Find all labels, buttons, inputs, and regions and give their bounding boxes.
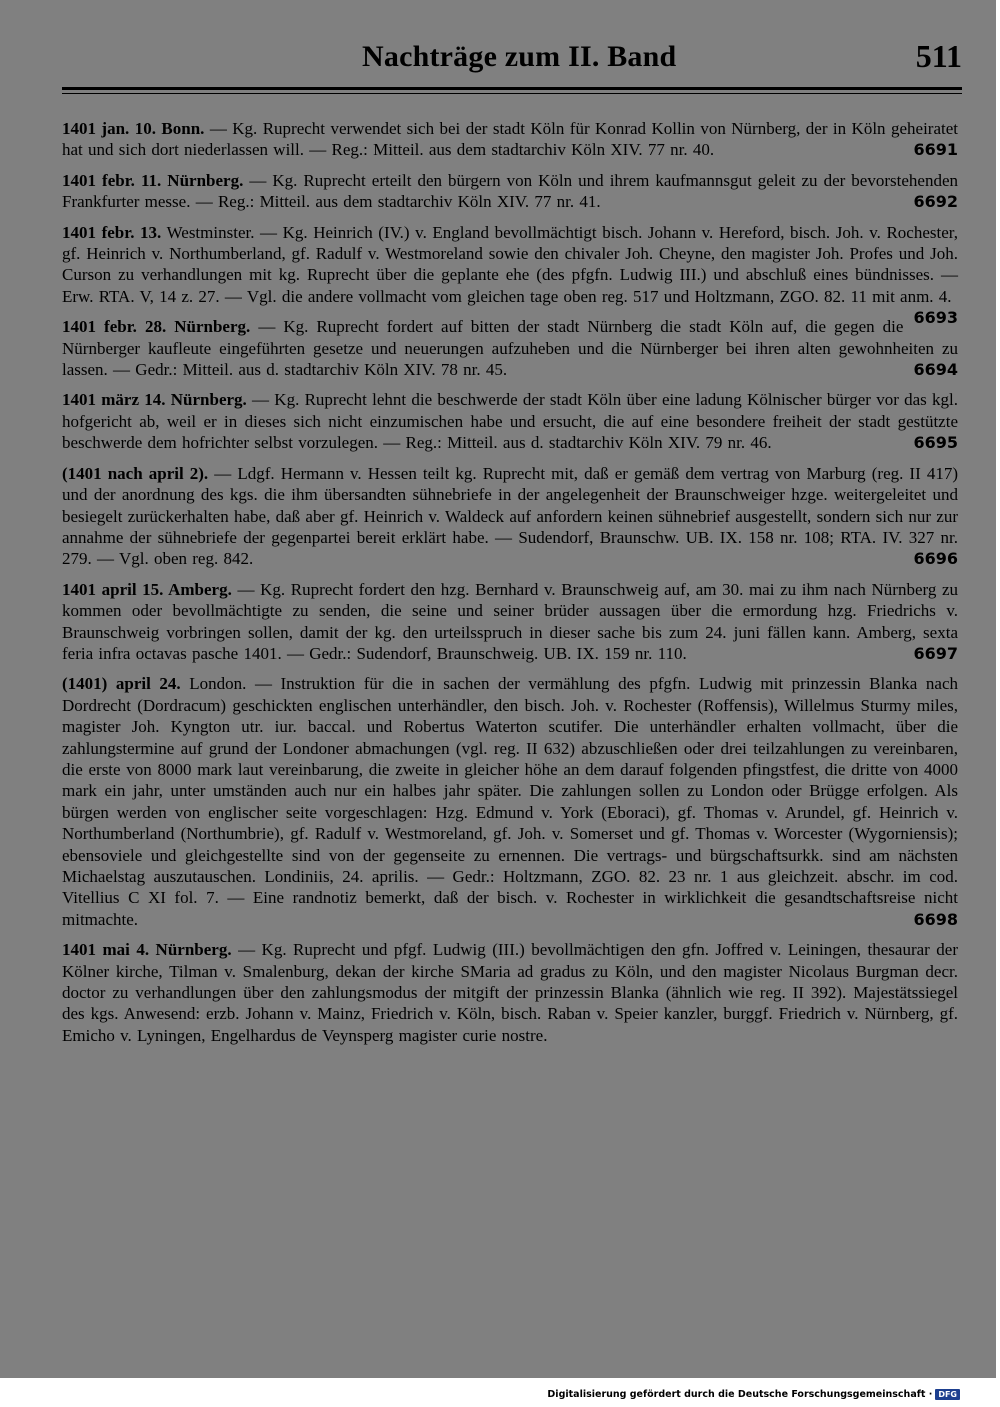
digitization-credit (547, 1389, 960, 1400)
entry-text: — Ldgf. Hermann v. Hessen teilt kg. Ruprecht mit, daß er gemäß dem vertrag von Marburg (reg. II 417) und der anordnung des kgs. die ihm übersandten sühnebriefe in der angelegenheit der Braunschweiger hzge. weitergeleitet und besiegelt zurückerhalten habe, daß aber gf. Heinrich v. Waldeck auf anfordern keinen sühnebrief ausgestellt, sondern sich nur zur annahme der sühnebriefe der gegenpartei bereit erklärt habe. — Sudendorf, Braunschw. UB. IX. 158 nr. 108; RTA. IV. 327 nr. 279. — Vgl. oben reg. 842. (62, 463, 958, 569)
entry-date: 1401 febr. 28. Nürnberg. (62, 317, 251, 337)
entry-text: — Kg. Ruprecht verwendet sich bei der stadt Köln für Konrad Kollin von Nürnberg, der in Köln geheiratet hat und sich dort niederlassen will. — Reg.: Mitteil. aus dem stadtarchiv Köln XIV. 77 nr. 40. (62, 119, 958, 160)
entry-date: (1401) april 24. (62, 674, 181, 694)
dfg-logo-icon: DFG (935, 1389, 960, 1400)
page-header (62, 34, 962, 84)
entry-number: 6697 (913, 643, 958, 663)
entry-number: 6691 (913, 140, 958, 160)
entry-text: — Kg. Ruprecht fordert auf bitten der stadt Nürnberg die stadt Köln auf, die gegen die Nürnberger kaufleute eingeführten gesetze und neuerungen aufzuheben und die Nürnberger bei ihren alten gewohnheiten zu lassen. — Gedr.: Mitteil. aus d. stadtarchiv Köln XIV. 78 nr. 45. (62, 317, 958, 380)
entry-text: — Kg. Ruprecht lehnt die beschwerde der stadt Köln über eine ladung Kölnischer bürger vor das kgl. hofgericht ab, weil er in dieses sich nicht einzumischen habe und ersucht, die auf eine besondere freiheit der stadt gestützte beschwerde dem hofrichter selbst vorzulegen. — Reg.: Mitteil. aus d. stadtarchiv Köln XIV. 79 nr. 46. (62, 390, 958, 453)
entry-6697 (62, 579, 958, 665)
entry-number: 6696 (913, 549, 958, 569)
regesta-entries (62, 118, 958, 1055)
entry-number: 6694 (913, 360, 958, 380)
page-number: 511 (915, 38, 962, 74)
entry-6698 (62, 673, 958, 930)
entry-date: 1401 märz 14. Nürnberg. (62, 390, 247, 410)
entry-text: — Kg. Ruprecht und pfgf. Ludwig (III.) bevollmächtigen den gfn. Joffred v. Leiningen, thesaurar der Kölner kirche, Tilman v. Smalenburg, dekan der kirche SMaria ad gradus zu Köln, und den magister Nicolaus Burgman decr. doctor zu verhandlungen über den zahlungsmodus der mitgift der prinzessin Blanka (ähnlich wie reg. II 392). Majestätssiegel des kgs. Anwesend: erzb. Johann v. Mainz, Friedrich v. Köln, bisch. Raban v. Speier kanzler, burggf. Friedrich v. Nürnberg, gf. Emicho v. Lyningen, Engelhardus de Veynsperg magister curie nostre. (62, 940, 958, 1045)
entry-6696 (62, 463, 958, 570)
entry-number: 6698 (913, 909, 958, 929)
entry-date: (1401 nach april 2). (62, 463, 209, 483)
entry-6691 (62, 118, 958, 161)
header-rule-thin (62, 93, 962, 94)
entry-date: 1401 april 15. Amberg. (62, 579, 232, 599)
entry-continued (62, 939, 958, 1046)
running-title: Nachträge zum II. Band (362, 40, 677, 73)
entry-6692 (62, 170, 958, 213)
entry-6694 (62, 316, 958, 380)
entry-text: — Kg. Ruprecht erteilt den bürgern von Köln und ihrem kaufmannsgut geleit zu der bevorstehenden Frankfurter messe. — Reg.: Mitteil. aus dem stadtarchiv Köln XIV. 77 nr. 41. (62, 170, 958, 212)
entry-text: Westminster. — Kg. Heinrich (IV.) v. England bevollmächtigt bisch. Johann v. Hereford, bisch. Joh. v. Rochester, gf. Heinrich v. Northumberland, gf. Radulf v. Westmoreland sowie den chivaler Joh. Cheyne, den magister Joh. Profes und Joh. Curson zu verhandlungen mit kg. Ruprecht über die geplante ehe (des pfgfn. Ludwig III.) und abschluß eines bündnisses. — Erw. RTA. V, 14 z. 27. — Vgl. die andere vollmacht vom gleichen tage oben reg. 517 und Holtzmann, ZGO. 82. 11 mit anm. 4. (62, 222, 958, 306)
entry-number: 6692 (913, 192, 958, 212)
entry-date: 1401 mai 4. Nürnberg. (62, 940, 232, 960)
header-rule-thick (62, 87, 962, 90)
entry-date: 1401 febr. 13. (62, 222, 162, 242)
credit-text: Digitalisierung gefördert durch die Deutsche Forschungsgemeinschaft · (547, 1389, 933, 1400)
entry-text: London. — Instruktion für die in sachen der vermählung des pfgfn. Ludwig mit prinzessin Blanka nach Dordrecht (Dordracum) geschickten englischen unterhändler, den bisch. Joh. v. Rochester (Roffensis), Willelmus Sturmy miles, magister Joh. Kyngton utr. iur. baccal. und Robertus Waterton scutifer. Die unterhändler erhalten vollmacht, über die zahlungstermine auf grund der Londoner abmachungen (vgl. reg. II 632) abzuschließen oder drei teilzahlungen zu vereinbaren, die erste von 8000 mark laut vereinbarung, die zweite in gleicher höhe an dem darauf folgenden pfingstfest, die dritte von 4000 mark ein jahr, unter umständen auch nur ein halbes jahr später. Die zahlungen sollen zu London oder Brügge erfolgen. Als bürgen werden von englischer seite vorgeschlagen: Hzg. Edmund v. York (Eboraci), gf. Thomas v. Arundel, gf. Heinrich v. Northumberland (Northumbrie), gf. Radulf v. Westmoreland, gf. Joh. v. Somerset und gf. Thomas v. Worcester (Wygorniensis); ebensoviele und gleichgestellte sind von der gegenseite zu ernennen. Die vertrags- und bürgschaftsurkk. sind am nächsten Michaelstag auszutauschen. Londiniis, 24. aprilis. — Gedr.: Holtzmann, ZGO. 82. 23 nr. 1 aus gleichzeit. abschr. im cod. Vitellius C XI fol. 7. — Eine randnotiz bemerkt, daß der bisch. v. Rochester in wirklichkeit die gesandtschaftsreise nicht mitmachte. (62, 674, 958, 929)
entry-number: 6695 (913, 433, 958, 453)
entry-number: 6693 (913, 308, 958, 328)
entry-date: 1401 jan. 10. Bonn. (62, 119, 205, 138)
entry-text: — Kg. Ruprecht fordert den hzg. Bernhard v. Braunschweig auf, am 30. mai zu ihm nach Nürnberg zu kommen oder bevollmächtigte zu senden, die seine und seiner brüder aussagen über die ermordung hzg. Friedrichs v. Braunschweig vorbringen sollen, damit der kg. den urteilsspruch in dieser sache bis zum 24. juni fällen kann. Amberg, sexta feria infra octavas pasche 1401. — Gedr.: Sudendorf, Braunschweig. UB. IX. 159 nr. 110. (62, 579, 959, 663)
entry-date: 1401 febr. 11. Nürnberg. (62, 170, 244, 190)
entry-6695 (62, 389, 958, 453)
